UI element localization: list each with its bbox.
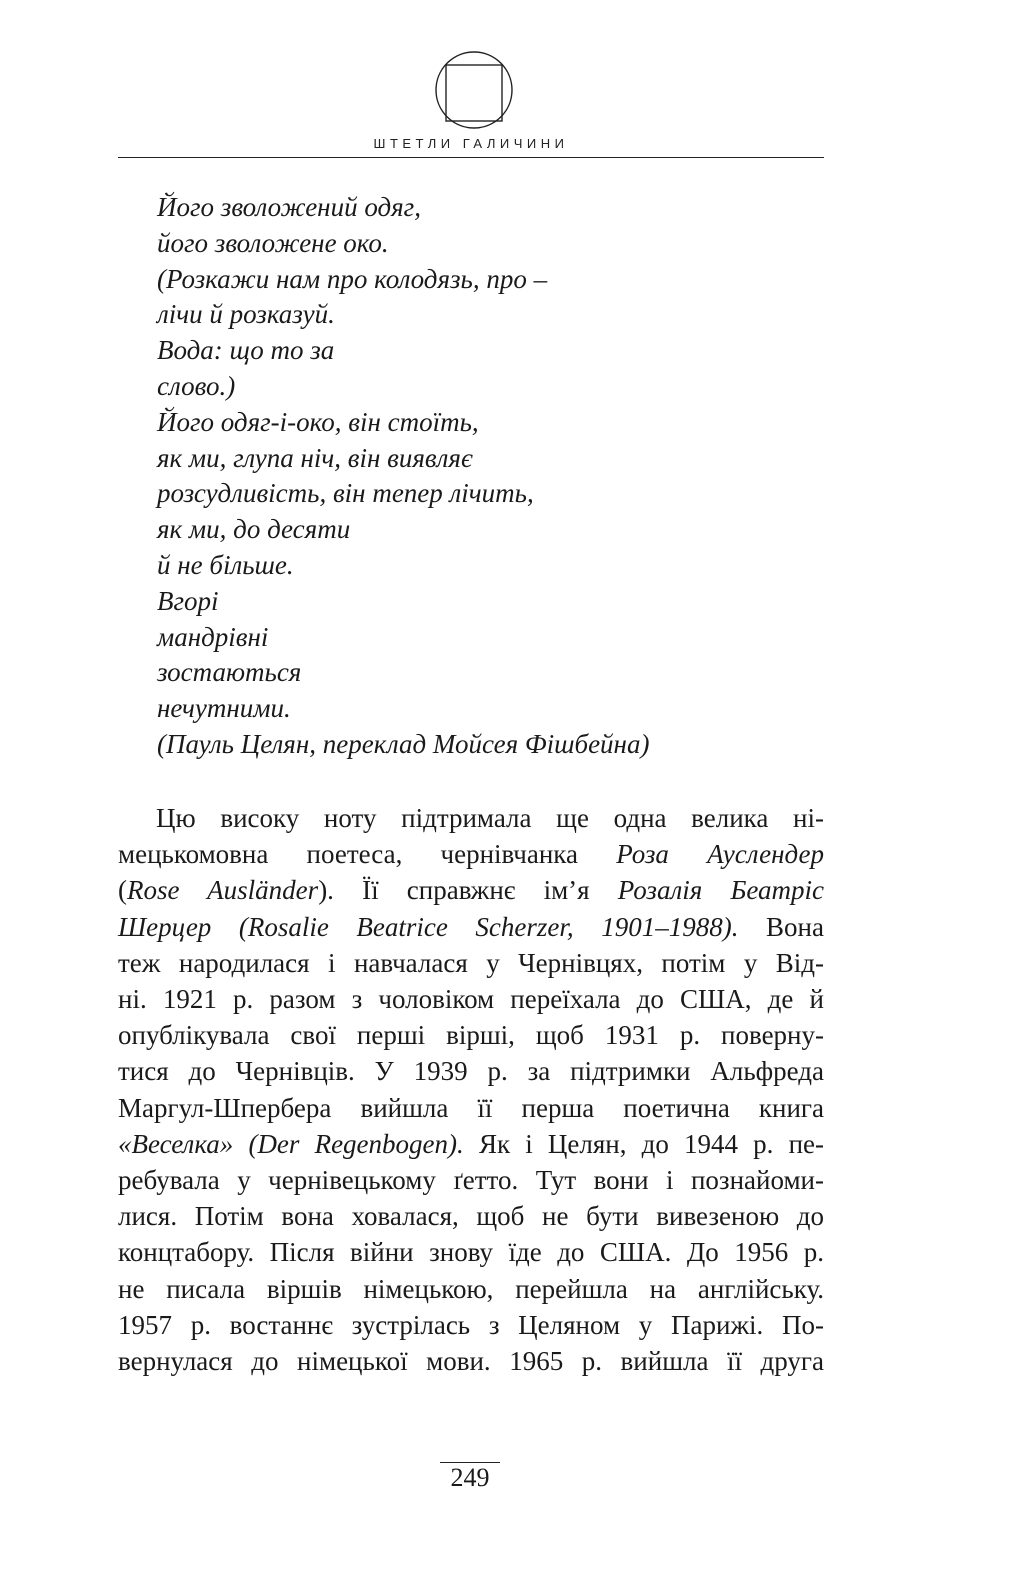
- paragraph-line: ні. 1921 р. разом з чоловіком переїхала до США, де й: [118, 984, 824, 1015]
- poem-line: Вгорі: [157, 585, 219, 616]
- book-title-italic: «Веселка» (Der Regenbogen).: [118, 1128, 464, 1159]
- poem-line: розсудливість, він тепер лічить,: [157, 478, 534, 509]
- paragraph-line: Шерцер (Rosalie Beatrice Scherzer, 1901–1988). Вона: [118, 911, 824, 942]
- poem-excerpt: [157, 190, 649, 763]
- poem-line: Його одяг-і-око, він стоїть,: [157, 406, 479, 437]
- poem-line: нечутними.: [157, 693, 291, 724]
- paragraph-line: опублікувала свої перші вірші, щоб 1931 р. поверну-: [118, 1020, 824, 1051]
- real-name-italic: Розалія Беатріс: [617, 875, 824, 906]
- body-paragraph: [118, 800, 824, 1379]
- paragraph-line: ребувала у чернівецькому ґетто. Тут вони і познайоми-: [118, 1165, 824, 1196]
- paragraph-line: теж народилася і навчалася у Чернівцях, потім у Від-: [118, 947, 824, 978]
- poem-line: слово.): [157, 370, 236, 401]
- poem-line: як ми, до десяти: [157, 514, 351, 545]
- poem-line: (Розкажи нам про колодязь, про –: [157, 263, 548, 294]
- paragraph-line: (Rose Ausländer). Її справжнє ім’я Розалія Беатріс: [118, 875, 824, 906]
- poem-line: зостаються: [157, 657, 302, 688]
- paragraph-line: лися. Потім вона ховалася, щоб не бути вивезеною до: [118, 1201, 824, 1232]
- paragraph-line: Цю високу ноту підтримала ще одна велика ні-: [156, 803, 824, 833]
- poem-line: його зволожене око.: [157, 227, 389, 258]
- paragraph-line: концтабору. Після війни знову їде до США. До 1956 р.: [118, 1237, 824, 1268]
- page-number: 249: [440, 1462, 500, 1493]
- poem-line: мандрівні: [157, 621, 269, 652]
- circle-square-emblem-icon: [434, 50, 514, 130]
- poem-line: Його зволожений одяг,: [157, 192, 421, 222]
- paragraph-line: мецькомовна поетеса, чернівчанка Роза Ауслендер: [118, 839, 824, 870]
- poem-line: як ми, глупа ніч, він виявляє: [157, 442, 473, 473]
- running-title: ШТЕТЛИ ГАЛИЧИНИ: [373, 136, 569, 151]
- paragraph-line: 1957 р. востаннє зустрілась з Целяном у Парижі. По-: [118, 1309, 824, 1340]
- poem-line: лічи й розказуй.: [157, 299, 335, 330]
- author-name-latin: Rose Ausländer: [127, 875, 319, 906]
- header-rule: [118, 157, 824, 158]
- real-name-italic: Шерцер (Rosalie Beatrice Scherzer, 1901–1988).: [118, 911, 739, 942]
- paragraph-line: вернулася до німецької мови. 1965 р. вийшла її друга: [118, 1346, 824, 1377]
- paragraph-line: не писала віршів німецькою, перейшла на англійську.: [118, 1273, 824, 1304]
- paragraph-line: тися до Чернівців. У 1939 р. за підтримки Альфреда: [118, 1056, 824, 1087]
- paragraph-line: «Веселка» (Der Regenbogen). Як і Целян, до 1944 р. пе-: [118, 1128, 824, 1159]
- author-name-italic: Роза Ауслендер: [616, 839, 824, 870]
- poem-line: Вода: що то за: [157, 335, 335, 366]
- paragraph-line: Маргул-Шпербера вийшла її перша поетична книга: [118, 1092, 824, 1123]
- poem-line: й не більше.: [157, 549, 294, 580]
- poem-attribution: (Пауль Целян, переклад Мойсея Фішбейна): [157, 728, 650, 759]
